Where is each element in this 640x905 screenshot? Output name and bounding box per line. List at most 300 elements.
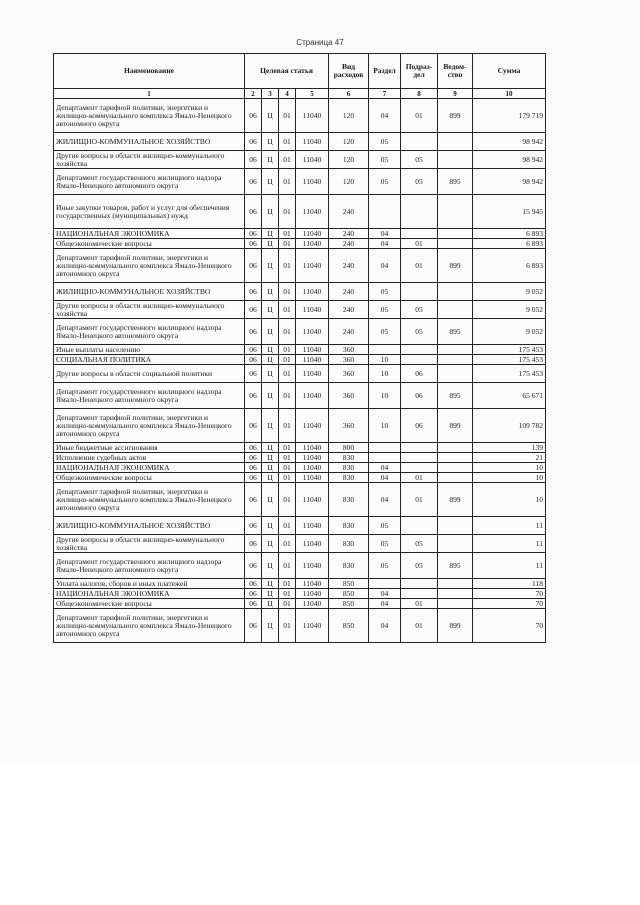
subsection-cell: 05 [401, 169, 438, 195]
target-code-main-event: 01 [279, 99, 296, 133]
target-code-program: 06 [245, 579, 262, 589]
table-row [54, 345, 546, 355]
target-code-direction: 11040 [296, 195, 329, 229]
section-cell [369, 345, 401, 355]
sum-cell: 6 893 [473, 229, 546, 239]
sum-cell: 109 782 [473, 409, 546, 443]
sum-cell: 11 [473, 535, 546, 553]
expense-type-cell: 120 [329, 133, 369, 151]
column-number: 2 [245, 89, 262, 99]
table-row [54, 473, 546, 483]
expense-type-cell: 800 [329, 443, 369, 453]
department-cell [438, 517, 473, 535]
target-code-program: 06 [245, 99, 262, 133]
sum-cell: 70 [473, 589, 546, 599]
target-code-main-event: 01 [279, 463, 296, 473]
column-number-row [54, 89, 546, 99]
target-code-direction: 11040 [296, 151, 329, 169]
subsection-cell: 06 [401, 383, 438, 409]
header-sum: Сумма [473, 54, 546, 89]
expense-type-cell: 360 [329, 345, 369, 355]
target-code-subprogram: Ц [262, 301, 279, 319]
target-code-program: 06 [245, 535, 262, 553]
table-row [54, 99, 546, 133]
column-number: 7 [369, 89, 401, 99]
department-cell [438, 133, 473, 151]
row-name: Иные бюджетные ассигнования [54, 443, 245, 453]
expense-type-cell: 120 [329, 151, 369, 169]
target-code-main-event: 01 [279, 249, 296, 283]
target-code-subprogram: Ц [262, 517, 279, 535]
row-name: ЖИЛИЩНО-КОММУНАЛЬНОЕ ХОЗЯЙСТВО [54, 133, 245, 151]
sum-cell: 21 [473, 453, 546, 463]
expense-type-cell: 830 [329, 473, 369, 483]
column-number: 6 [329, 89, 369, 99]
target-code-subprogram: Ц [262, 169, 279, 195]
target-code-subprogram: Ц [262, 443, 279, 453]
subsection-cell: 06 [401, 409, 438, 443]
target-code-main-event: 01 [279, 283, 296, 301]
target-code-main-event: 01 [279, 355, 296, 365]
target-code-main-event: 01 [279, 345, 296, 355]
table-row [54, 229, 546, 239]
department-cell [438, 239, 473, 249]
target-code-main-event: 01 [279, 609, 296, 643]
header-section: Раздел [369, 54, 401, 89]
target-code-program: 06 [245, 169, 262, 195]
section-cell: 10 [369, 365, 401, 383]
target-code-direction: 11040 [296, 365, 329, 383]
sum-cell: 98 942 [473, 151, 546, 169]
target-code-subprogram: Ц [262, 579, 279, 589]
row-name: НАЦИОНАЛЬНАЯ ЭКОНОМИКА [54, 229, 245, 239]
department-cell [438, 151, 473, 169]
target-code-direction: 11040 [296, 535, 329, 553]
row-name: НАЦИОНАЛЬНАЯ ЭКОНОМИКА [54, 589, 245, 599]
department-cell [438, 195, 473, 229]
target-code-direction: 11040 [296, 283, 329, 301]
sum-cell: 70 [473, 599, 546, 609]
subsection-cell: 01 [401, 483, 438, 517]
expense-type-cell: 360 [329, 383, 369, 409]
table-row [54, 553, 546, 579]
target-code-subprogram: Ц [262, 365, 279, 383]
department-cell: 895 [438, 553, 473, 579]
column-number: 1 [54, 89, 245, 99]
expense-type-cell: 240 [329, 301, 369, 319]
target-code-main-event: 01 [279, 229, 296, 239]
target-code-subprogram: Ц [262, 609, 279, 643]
target-code-subprogram: Ц [262, 195, 279, 229]
department-cell [438, 345, 473, 355]
table-row [54, 517, 546, 535]
target-code-program: 06 [245, 345, 262, 355]
subsection-cell: 01 [401, 599, 438, 609]
target-code-program: 06 [245, 365, 262, 383]
subsection-cell: 01 [401, 473, 438, 483]
table-row [54, 283, 546, 301]
target-code-direction: 11040 [296, 473, 329, 483]
expense-type-cell: 830 [329, 453, 369, 463]
table-row [54, 443, 546, 453]
page-number-label: Страница 47 [296, 38, 344, 47]
target-code-subprogram: Ц [262, 319, 279, 345]
sum-cell: 6 893 [473, 249, 546, 283]
target-code-program: 06 [245, 553, 262, 579]
target-code-program: 06 [245, 195, 262, 229]
subsection-cell: 01 [401, 99, 438, 133]
target-code-direction: 11040 [296, 249, 329, 283]
target-code-direction: 11040 [296, 463, 329, 473]
subsection-cell [401, 345, 438, 355]
row-name: Общеэкономические вопросы [54, 473, 245, 483]
section-cell: 05 [369, 283, 401, 301]
target-code-main-event: 01 [279, 409, 296, 443]
header-target-article: Целевая статья [245, 54, 329, 89]
row-name: Другие вопросы в области социальной политики [54, 365, 245, 383]
target-code-subprogram: Ц [262, 473, 279, 483]
expense-type-cell: 850 [329, 579, 369, 589]
subsection-cell: 05 [401, 535, 438, 553]
table-row [54, 535, 546, 553]
section-cell: 05 [369, 301, 401, 319]
table-row [54, 319, 546, 345]
subsection-cell: 06 [401, 365, 438, 383]
section-cell [369, 453, 401, 463]
section-cell: 04 [369, 589, 401, 599]
section-cell: 04 [369, 249, 401, 283]
target-code-direction: 11040 [296, 483, 329, 517]
section-cell: 05 [369, 553, 401, 579]
subsection-cell [401, 589, 438, 599]
department-cell [438, 599, 473, 609]
sum-cell: 70 [473, 609, 546, 643]
target-code-direction: 11040 [296, 579, 329, 589]
target-code-direction: 11040 [296, 443, 329, 453]
target-code-direction: 11040 [296, 229, 329, 239]
table-row [54, 483, 546, 517]
target-code-program: 06 [245, 589, 262, 599]
sum-cell: 9 052 [473, 319, 546, 345]
target-code-direction: 11040 [296, 355, 329, 365]
section-cell: 10 [369, 355, 401, 365]
section-cell: 05 [369, 319, 401, 345]
table-row [54, 453, 546, 463]
column-number: 8 [401, 89, 438, 99]
subsection-cell: 01 [401, 249, 438, 283]
target-code-direction: 11040 [296, 383, 329, 409]
subsection-cell [401, 355, 438, 365]
sum-cell: 10 [473, 473, 546, 483]
expense-type-cell: 830 [329, 553, 369, 579]
target-code-program: 06 [245, 409, 262, 443]
target-code-main-event: 01 [279, 151, 296, 169]
sum-cell: 11 [473, 553, 546, 579]
expense-type-cell: 120 [329, 99, 369, 133]
table-body [54, 99, 546, 643]
department-cell: 895 [438, 383, 473, 409]
target-code-main-event: 01 [279, 319, 296, 345]
table-row [54, 169, 546, 195]
table-row [54, 579, 546, 589]
target-code-direction: 11040 [296, 589, 329, 599]
expense-type-cell: 240 [329, 283, 369, 301]
subsection-cell [401, 579, 438, 589]
table-header [54, 54, 546, 99]
table-row [54, 609, 546, 643]
subsection-cell: 05 [401, 151, 438, 169]
target-code-subprogram: Ц [262, 239, 279, 249]
target-code-subprogram: Ц [262, 355, 279, 365]
column-number: 9 [438, 89, 473, 99]
row-name: Департамент государственного жилищного надзора Ямало-Ненецкого автономного округа [54, 319, 245, 345]
target-code-main-event: 01 [279, 517, 296, 535]
section-cell: 04 [369, 99, 401, 133]
header-row [54, 54, 546, 89]
sum-cell: 10 [473, 463, 546, 473]
subsection-cell [401, 229, 438, 239]
target-code-program: 06 [245, 599, 262, 609]
subsection-cell [401, 463, 438, 473]
table-row [54, 151, 546, 169]
target-code-main-event: 01 [279, 483, 296, 517]
table-row [54, 365, 546, 383]
section-cell: 04 [369, 473, 401, 483]
target-code-main-event: 01 [279, 579, 296, 589]
target-code-program: 06 [245, 151, 262, 169]
section-cell: 04 [369, 463, 401, 473]
target-code-direction: 11040 [296, 453, 329, 463]
table-row [54, 599, 546, 609]
target-code-subprogram: Ц [262, 345, 279, 355]
expense-type-cell: 120 [329, 169, 369, 195]
target-code-direction: 11040 [296, 319, 329, 345]
target-code-program: 06 [245, 383, 262, 409]
table-row [54, 383, 546, 409]
expense-type-cell: 850 [329, 609, 369, 643]
section-cell [369, 195, 401, 229]
target-code-main-event: 01 [279, 195, 296, 229]
target-code-direction: 11040 [296, 599, 329, 609]
section-cell: 05 [369, 517, 401, 535]
sum-cell: 10 [473, 483, 546, 517]
section-cell: 04 [369, 229, 401, 239]
row-name: Уплата налогов, сборов и иных платежей [54, 579, 245, 589]
row-name: НАЦИОНАЛЬНАЯ ЭКОНОМИКА [54, 463, 245, 473]
subsection-cell: 05 [401, 319, 438, 345]
expense-type-cell: 240 [329, 319, 369, 345]
target-code-program: 06 [245, 609, 262, 643]
department-cell [438, 463, 473, 473]
target-code-program: 06 [245, 133, 262, 151]
table-row [54, 463, 546, 473]
department-cell: 899 [438, 249, 473, 283]
department-cell [438, 579, 473, 589]
target-code-direction: 11040 [296, 133, 329, 151]
expense-type-cell: 240 [329, 249, 369, 283]
row-name: Департамент тарифной политики, энергетики и жилищно-коммунального комплекса Ямало-Ненецкого автономного округа [54, 483, 245, 517]
row-name: Иные закупки товаров, работ и услуг для обеспечения государственных (муниципальных) нужд [54, 195, 245, 229]
table-row [54, 133, 546, 151]
section-cell: 05 [369, 133, 401, 151]
target-code-main-event: 01 [279, 553, 296, 579]
subsection-cell [401, 443, 438, 453]
table-row [54, 301, 546, 319]
section-cell [369, 579, 401, 589]
row-name: ЖИЛИЩНО-КОММУНАЛЬНОЕ ХОЗЯЙСТВО [54, 283, 245, 301]
row-name: Общеэкономические вопросы [54, 239, 245, 249]
expense-type-cell: 850 [329, 599, 369, 609]
target-code-direction: 11040 [296, 609, 329, 643]
target-code-program: 06 [245, 463, 262, 473]
header-subsection: Подраз-дел [401, 54, 438, 89]
column-number: 4 [279, 89, 296, 99]
department-cell [438, 453, 473, 463]
blank-margin [0, 762, 640, 905]
target-code-subprogram: Ц [262, 409, 279, 443]
subsection-cell: 05 [401, 553, 438, 579]
department-cell [438, 229, 473, 239]
subsection-cell [401, 453, 438, 463]
section-cell: 04 [369, 483, 401, 517]
department-cell [438, 473, 473, 483]
row-name: Общеэкономические вопросы [54, 599, 245, 609]
target-code-main-event: 01 [279, 365, 296, 383]
header-department: Ведом-ство [438, 54, 473, 89]
row-name: Иные выплаты населению [54, 345, 245, 355]
row-name: ЖИЛИЩНО-КОММУНАЛЬНОЕ ХОЗЯЙСТВО [54, 517, 245, 535]
target-code-main-event: 01 [279, 239, 296, 249]
header-expense-type: Вид расходов [329, 54, 369, 89]
row-name: Департамент тарифной политики, энергетики и жилищно-коммунального комплекса Ямало-Ненецкого автономного округа [54, 249, 245, 283]
row-name: Другие вопросы в области жилищно-коммунального хозяйства [54, 535, 245, 553]
table-row [54, 355, 546, 365]
target-code-direction: 11040 [296, 553, 329, 579]
expense-type-cell: 830 [329, 483, 369, 517]
department-cell [438, 589, 473, 599]
target-code-subprogram: Ц [262, 589, 279, 599]
sum-cell: 139 [473, 443, 546, 453]
target-code-subprogram: Ц [262, 483, 279, 517]
section-cell: 04 [369, 599, 401, 609]
target-code-direction: 11040 [296, 169, 329, 195]
row-name: Исполнение судебных актов [54, 453, 245, 463]
column-number: 3 [262, 89, 279, 99]
expense-type-cell: 830 [329, 535, 369, 553]
table-row [54, 239, 546, 249]
target-code-subprogram: Ц [262, 283, 279, 301]
row-name: Департамент тарифной политики, энергетики и жилищно-коммунального комплекса Ямало-Ненецкого автономного округа [54, 99, 245, 133]
sum-cell: 98 942 [473, 169, 546, 195]
target-code-subprogram: Ц [262, 383, 279, 409]
subsection-cell [401, 195, 438, 229]
department-cell [438, 301, 473, 319]
department-cell: 899 [438, 99, 473, 133]
sum-cell: 6 893 [473, 239, 546, 249]
row-name: Департамент тарифной политики, энергетики и жилищно-коммунального комплекса Ямало-Ненецкого автономного округа [54, 609, 245, 643]
target-code-subprogram: Ц [262, 99, 279, 133]
target-code-subprogram: Ц [262, 463, 279, 473]
target-code-program: 06 [245, 473, 262, 483]
expense-type-cell: 850 [329, 589, 369, 599]
subsection-cell [401, 283, 438, 301]
target-code-program: 06 [245, 249, 262, 283]
target-code-program: 06 [245, 229, 262, 239]
target-code-main-event: 01 [279, 133, 296, 151]
sum-cell: 9 052 [473, 283, 546, 301]
expense-type-cell: 240 [329, 229, 369, 239]
expense-type-cell: 830 [329, 463, 369, 473]
row-name: СОЦИАЛЬНАЯ ПОЛИТИКА [54, 355, 245, 365]
department-cell: 895 [438, 319, 473, 345]
row-name: Другие вопросы в области жилищно-коммунального хозяйства [54, 151, 245, 169]
target-code-subprogram: Ц [262, 453, 279, 463]
sum-cell: 175 453 [473, 355, 546, 365]
sum-cell: 65 671 [473, 383, 546, 409]
department-cell [438, 283, 473, 301]
department-cell: 895 [438, 169, 473, 195]
table-row [54, 195, 546, 229]
target-code-program: 06 [245, 517, 262, 535]
target-code-main-event: 01 [279, 453, 296, 463]
section-cell: 05 [369, 535, 401, 553]
target-code-main-event: 01 [279, 599, 296, 609]
target-code-main-event: 01 [279, 301, 296, 319]
column-number: 5 [296, 89, 329, 99]
row-name: Департамент тарифной политики, энергетики и жилищно-коммунального комплекса Ямало-Ненецкого автономного округа [54, 409, 245, 443]
target-code-program: 06 [245, 483, 262, 517]
expense-type-cell: 240 [329, 239, 369, 249]
header-name: Наименование [54, 54, 245, 89]
expense-type-cell: 360 [329, 355, 369, 365]
table-row [54, 589, 546, 599]
row-name: Департамент государственного жилищного надзора Ямало-Ненецкого автономного округа [54, 169, 245, 195]
section-cell: 04 [369, 239, 401, 249]
expense-type-cell: 360 [329, 365, 369, 383]
target-code-program: 06 [245, 283, 262, 301]
target-code-subprogram: Ц [262, 553, 279, 579]
target-code-main-event: 01 [279, 169, 296, 195]
department-cell: 899 [438, 609, 473, 643]
target-code-direction: 11040 [296, 301, 329, 319]
target-code-main-event: 01 [279, 443, 296, 453]
table-row [54, 249, 546, 283]
target-code-program: 06 [245, 453, 262, 463]
target-code-subprogram: Ц [262, 151, 279, 169]
target-code-program: 06 [245, 319, 262, 345]
section-cell: 10 [369, 383, 401, 409]
sum-cell: 118 [473, 579, 546, 589]
column-number: 10 [473, 89, 546, 99]
subsection-cell [401, 133, 438, 151]
table-row [54, 409, 546, 443]
target-code-direction: 11040 [296, 517, 329, 535]
target-code-main-event: 01 [279, 589, 296, 599]
section-cell: 10 [369, 409, 401, 443]
sum-cell: 175 453 [473, 345, 546, 355]
section-cell: 04 [369, 609, 401, 643]
target-code-program: 06 [245, 239, 262, 249]
department-cell [438, 365, 473, 383]
row-name: Департамент государственного жилищного надзора Ямало-Ненецкого автономного округа [54, 383, 245, 409]
expense-type-cell: 240 [329, 195, 369, 229]
target-code-subprogram: Ц [262, 133, 279, 151]
target-code-program: 06 [245, 301, 262, 319]
row-name: Департамент государственного жилищного надзора Ямало-Ненецкого автономного округа [54, 553, 245, 579]
target-code-program: 06 [245, 443, 262, 453]
department-cell: 899 [438, 409, 473, 443]
target-code-subprogram: Ц [262, 229, 279, 239]
